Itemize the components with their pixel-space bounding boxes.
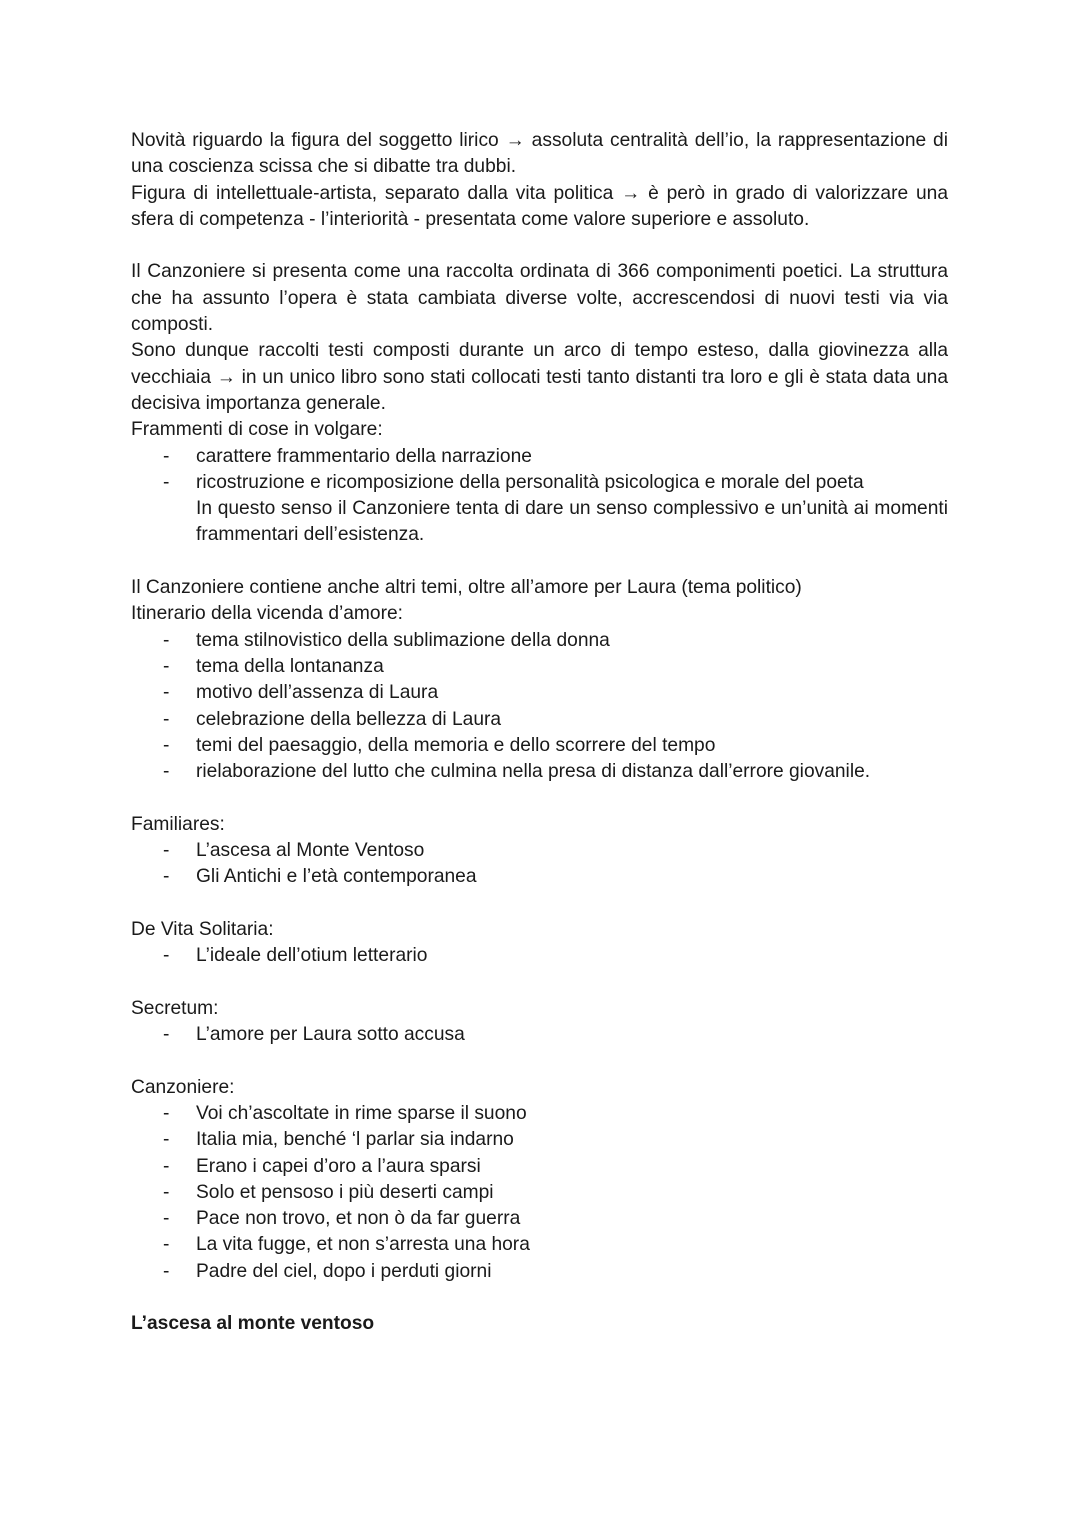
frammenti-label: Frammenti di cose in volgare: <box>131 419 383 441</box>
secretum-list <box>131 1022 948 1048</box>
canzoniere-paragraph-1: Il Canzoniere si presenta come una raccolta ordinata di 366 componimenti poetici. La struttura che ha assunto l’opera è stata cambiata diverse volte, accrescendosi di nuovi testi via via composti. <box>131 261 948 336</box>
list-item: - carattere frammentario della narrazione <box>131 444 948 470</box>
spacer <box>131 233 948 259</box>
vita-solitaria-title: De Vita Solitaria: <box>131 918 274 940</box>
list-item: - La vita fugge, et non s’arresta una hora <box>131 1232 948 1258</box>
canzoniere-title: Canzoniere: <box>131 1076 235 1098</box>
list-item: - temi del paesaggio, della memoria e dello scorrere del tempo <box>131 733 948 759</box>
list-item: - L’ideale dell’otium letterario <box>131 943 948 969</box>
spacer <box>131 1285 948 1311</box>
familiares-list <box>131 838 948 891</box>
list-item: - tema della lontananza <box>131 654 948 680</box>
spacer <box>131 970 948 996</box>
list-item: - ricostruzione e ricomposizione della personalità psicologica e morale del poeta <box>131 470 948 496</box>
spacer <box>131 785 948 811</box>
list-item: - Pace non trovo, et non ò da far guerra <box>131 1206 948 1232</box>
list-item: - Gli Antichi e l’età contemporanea <box>131 864 948 890</box>
list-item: - rielaborazione del lutto che culmina nella presa di distanza dall’errore giovanile. <box>131 759 948 785</box>
frammenti-list <box>131 444 948 497</box>
list-item: - Padre del ciel, dopo i perduti giorni <box>131 1259 948 1285</box>
list-item: - L’amore per Laura sotto accusa <box>131 1022 948 1048</box>
list-item: - motivo dell’assenza di Laura <box>131 680 948 706</box>
temi-list <box>131 628 948 786</box>
list-item: - Voi ch’ascoltate in rime sparse il suono <box>131 1101 948 1127</box>
familiares-title: Familiares: <box>131 813 225 835</box>
document-page <box>131 128 948 1338</box>
canzoniere-list <box>131 1101 948 1285</box>
canzoniere-paragraph-2: Sono dunque raccolti testi composti durante un arco di tempo esteso, dalla giovinezza alla vecchiaia → in un unico libro sono stati collocati testi tanto distanti tra loro e gli è stata data una decisiva importanza generale. <box>131 340 948 414</box>
list-item: - Italia mia, benché ‘l parlar sia indarno <box>131 1127 948 1153</box>
vita-solitaria-list <box>131 943 948 969</box>
itinerario-label: Itinerario della vicenda d’amore: <box>131 603 403 625</box>
spacer <box>131 891 948 917</box>
list-item: - Solo et pensoso i più deserti campi <box>131 1180 948 1206</box>
frammenti-note: In questo senso il Canzoniere tenta di dare un senso complessivo e un’unità ai momenti frammentari dell’esistenza. <box>196 498 948 546</box>
list-item: - Erano i capei d’oro a l’aura sparsi <box>131 1154 948 1180</box>
spacer <box>131 1048 948 1074</box>
intro-paragraph-1: Novità riguardo la figura del soggetto lirico → assoluta centralità dell’io, la rappresentazione di una coscienza scissa che si dibatte tra dubbi. <box>131 130 948 178</box>
section-heading: L’ascesa al monte ventoso <box>131 1313 375 1335</box>
temi-paragraph: Il Canzoniere contiene anche altri temi, oltre all’amore per Laura (tema politico) <box>131 577 802 599</box>
list-item: - celebrazione della bellezza di Laura <box>131 707 948 733</box>
list-item: - tema stilnovistico della sublimazione della donna <box>131 628 948 654</box>
spacer <box>131 549 948 575</box>
intro-paragraph-2: Figura di intellettuale-artista, separato dalla vita politica → è però in grado di valorizzare una sfera di competenza - l’interiorità - presentata come valore superiore e assoluto. <box>131 182 948 230</box>
secretum-title: Secretum: <box>131 997 219 1019</box>
list-item: - L’ascesa al Monte Ventoso <box>131 838 948 864</box>
